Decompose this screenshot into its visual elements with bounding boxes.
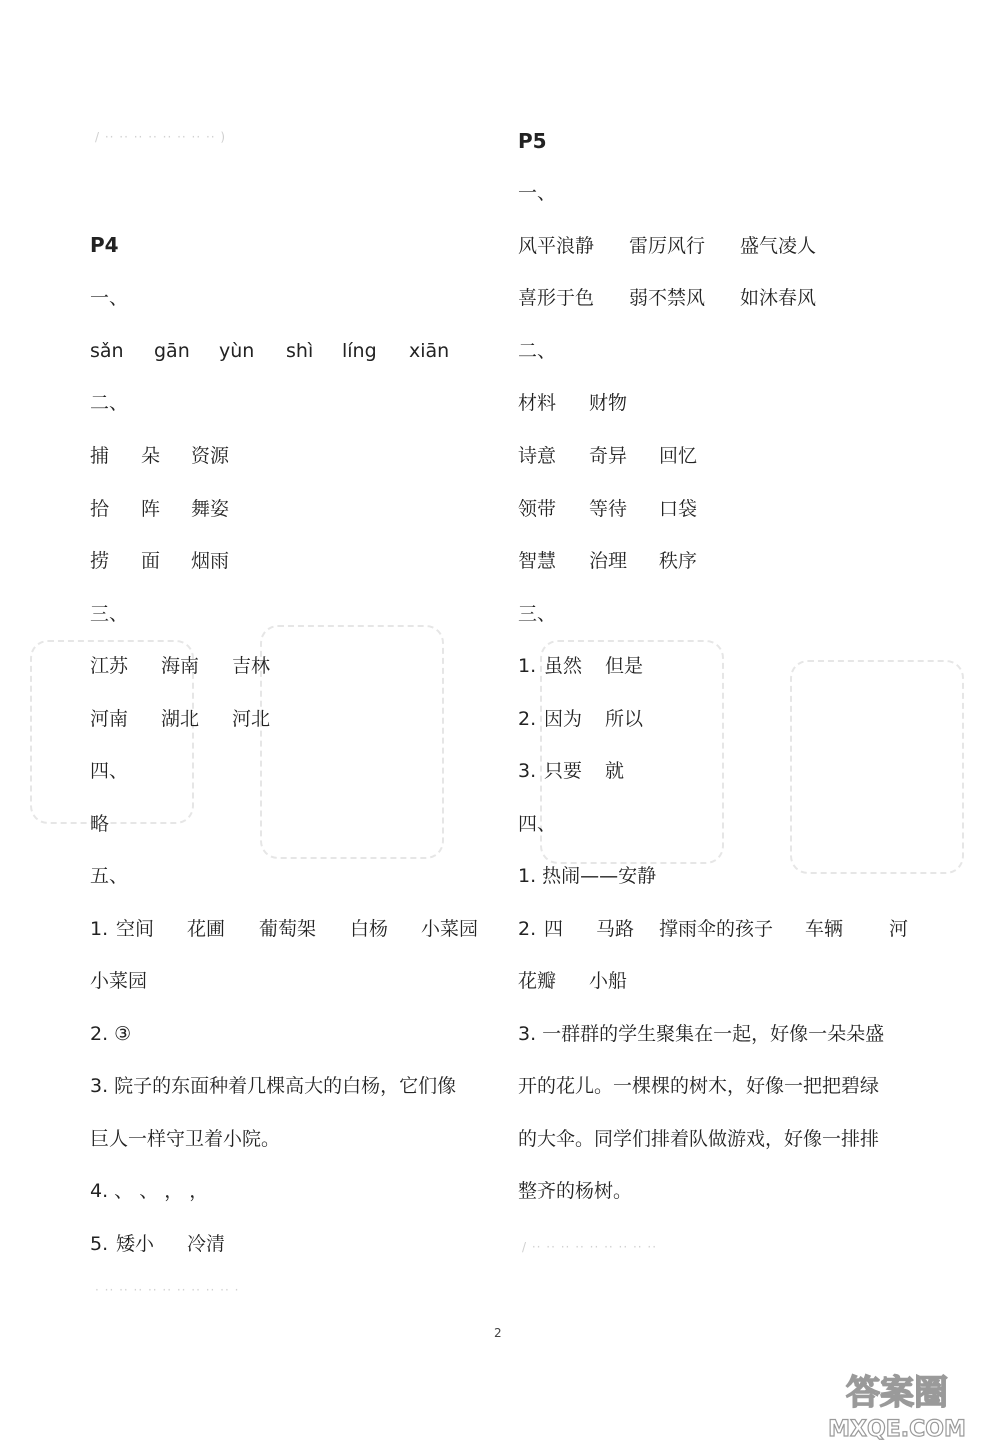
section-heading-p4: P4: [90, 233, 119, 257]
page-number: 2: [494, 1326, 502, 1340]
section-number: 一、: [518, 182, 557, 204]
answer-item: 葡萄架: [259, 918, 317, 940]
answer-item: 江苏: [90, 655, 129, 677]
answer-item: 口袋: [659, 498, 698, 520]
answer-item: 喜形于色: [518, 287, 595, 309]
section-heading-p5: P5: [518, 129, 547, 153]
faint-header-text: / ·· ·· ·· ·· ·· ·· ·· ·· ): [95, 130, 227, 144]
answer-item: 弱不禁风: [629, 287, 706, 309]
section-number: 四、: [518, 813, 557, 835]
answer-item: 海南: [161, 655, 200, 677]
answer-item: 智慧: [518, 550, 557, 572]
watermark-logo: [812, 1364, 982, 1444]
answer-item: 吉林: [232, 655, 271, 677]
pinyin-item: xiān: [409, 340, 450, 362]
answer-item: 虽然: [544, 655, 583, 677]
answer-item: 河南: [90, 708, 129, 730]
answer-item: 面: [141, 550, 161, 572]
answer-item: 财物: [589, 392, 628, 414]
answer-item: 雷厉风行: [629, 235, 706, 257]
faint-footer-text: / ·· ·· ·· ·· ·· ·· ·· ·· ··: [522, 1240, 658, 1254]
answer-item: 小菜园: [421, 918, 479, 940]
answer-text: 小菜园: [90, 970, 148, 992]
answer-item: 花瓣: [518, 970, 557, 992]
answer-item: 湖北: [161, 708, 200, 730]
answer-item: 冷清: [187, 1233, 226, 1255]
answer-item: 但是: [605, 655, 644, 677]
answer-text: 4. 、 、 ， ，: [90, 1180, 209, 1202]
answer-item: 捞: [90, 550, 110, 572]
section-number: 五、: [90, 865, 129, 887]
answer-item: 盛气凌人: [740, 235, 817, 257]
answer-text: 3. 院子的东面种着几棵高大的白杨，它们像: [90, 1075, 457, 1097]
answer-item: 奇异: [589, 445, 628, 467]
answer-item: 所以: [605, 708, 644, 730]
answer-item: 资源: [191, 445, 230, 467]
answer-text: 的大伞。同学们排着队做游戏，好像一排排: [518, 1128, 880, 1150]
section-number: 二、: [518, 340, 557, 362]
answer-text: 整齐的杨树。: [518, 1180, 633, 1202]
question-number: 1.: [90, 918, 109, 940]
answer-item: 车辆: [805, 918, 844, 940]
pinyin-item: shì: [286, 340, 314, 362]
answer-item: 因为: [544, 708, 583, 730]
answer-item: 如沐春风: [740, 287, 817, 309]
answer-item: 空间: [116, 918, 155, 940]
pinyin-item: yùn: [219, 340, 255, 362]
answer-item: 河北: [232, 708, 271, 730]
answer-item: 诗意: [518, 445, 557, 467]
answer-item: 秩序: [659, 550, 698, 572]
watermark-shape: [790, 660, 964, 874]
answer-text: 1. 热闹——安静: [518, 865, 657, 887]
section-number: 一、: [90, 287, 129, 309]
answer-item: 治理: [589, 550, 628, 572]
question-number: 5.: [90, 1233, 109, 1255]
answer-item: 回忆: [659, 445, 698, 467]
answer-item: 捕: [90, 445, 110, 467]
section-number: 四、: [90, 760, 129, 782]
section-number: 三、: [90, 603, 129, 625]
answer-item: 风平浪静: [518, 235, 595, 257]
answer-item: 只要: [544, 760, 583, 782]
answer-item: 四: [544, 918, 564, 940]
pinyin-item: líng: [342, 340, 377, 362]
answer-item: 舞姿: [191, 498, 230, 520]
answer-item: 领带: [518, 498, 557, 520]
answer-text: 巨人一样守卫着小院。: [90, 1128, 281, 1150]
question-number: 2.: [518, 708, 537, 730]
pinyin-item: sǎn: [90, 340, 124, 362]
answer-item: 材料: [518, 392, 557, 414]
answer-text: 2. ③: [90, 1023, 132, 1045]
answer-item: 拾: [90, 498, 110, 520]
answer-item: 小船: [589, 970, 628, 992]
answer-text: 开的花儿。一棵棵的树木，好像一把把碧绿: [518, 1075, 880, 1097]
section-number: 三、: [518, 603, 557, 625]
answer-item: 白杨: [350, 918, 389, 940]
pinyin-item: gān: [154, 340, 190, 362]
faint-footer-text: · ·· ·· ·· ·· ·· ·· ·· ·· ·· ·: [95, 1283, 240, 1297]
logo-text-top: 答案圈: [846, 1373, 948, 1413]
answer-text: 略: [90, 813, 110, 835]
answer-item: 马路: [596, 918, 635, 940]
answer-item: 矮小: [116, 1233, 155, 1255]
answer-item: 河: [889, 918, 909, 940]
section-number: 二、: [90, 392, 129, 414]
answer-item: 等待: [589, 498, 628, 520]
answer-item: 阵: [141, 498, 161, 520]
answer-text: 3. 一群群的学生聚集在一起，好像一朵朵盛: [518, 1023, 885, 1045]
watermark-shape: [260, 625, 444, 859]
answer-item: 撑雨伞的孩子: [659, 918, 774, 940]
question-number: 1.: [518, 655, 537, 677]
answer-item: 烟雨: [191, 550, 230, 572]
answer-item: 就: [605, 760, 625, 782]
logo-text-bottom: MXQE.COM: [828, 1417, 966, 1442]
answer-item: 花圃: [187, 918, 226, 940]
question-number: 2.: [518, 918, 537, 940]
question-number: 3.: [518, 760, 537, 782]
answer-item: 朵: [141, 445, 161, 467]
